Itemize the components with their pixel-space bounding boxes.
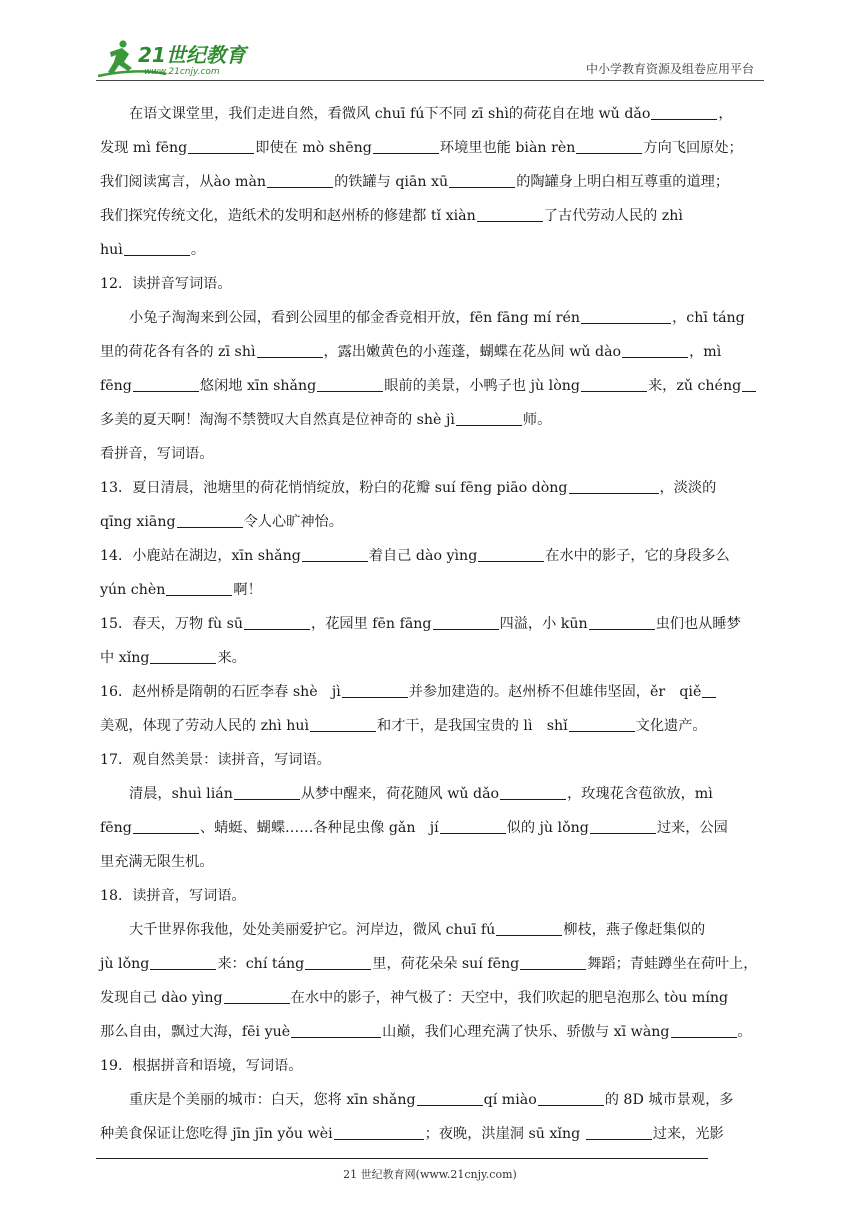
line-text: 来。 <box>217 650 246 666</box>
answer-blank[interactable] <box>310 717 376 732</box>
line-text: 的铁罐与 qiān xū <box>334 174 449 190</box>
line-text: 。 <box>190 242 206 258</box>
answer-blank[interactable] <box>124 241 190 256</box>
line-text: 方向飞回原处； <box>643 140 743 156</box>
text-line <box>100 1049 764 1083</box>
answer-blank[interactable] <box>150 955 216 970</box>
line-text: 我们探究传统文化，造纸术的发明和赵州桥的修建都 tǐ xiàn <box>100 208 476 224</box>
line-text: fēng <box>100 820 132 836</box>
line-text: 的 8D 城市景观，多 <box>604 1092 734 1108</box>
line-text: 眼前的美景，小鸭子也 jù lòng <box>384 378 580 394</box>
answer-blank[interactable] <box>440 819 506 834</box>
logo-text: 21世纪教育 <box>138 43 246 67</box>
answer-blank[interactable] <box>496 921 562 936</box>
text-line <box>100 437 764 471</box>
text-line <box>100 335 764 369</box>
answer-blank[interactable] <box>334 1125 424 1140</box>
line-text: 种美食保证让您吃得 jīn jīn yǒu wèi <box>100 1126 333 1142</box>
line-text: 啊！ <box>233 582 262 598</box>
line-text: 里充满无限生机。 <box>100 854 214 870</box>
line-text: 清晨，shuì lián <box>129 786 233 802</box>
line-text: 发现 mì fēng <box>100 140 188 156</box>
line-text: qí miào <box>483 1092 537 1108</box>
line-text: 19．根据拼音和语境，写词语。 <box>100 1058 303 1074</box>
line-text: qīng xiāng <box>100 514 176 530</box>
line-text: 过来，光影 <box>652 1126 724 1142</box>
line-text: 并参加建造的。赵州桥不但雄伟坚固，ěr qiě <box>408 684 702 700</box>
answer-blank[interactable] <box>581 377 647 392</box>
line-text: ，玫瑰花含苞欲放，mì <box>567 786 713 802</box>
text-line <box>100 879 764 913</box>
text-line <box>100 1083 764 1117</box>
line-text: ，mì <box>689 344 722 360</box>
line-text: yún chèn <box>100 582 166 598</box>
answer-blank[interactable] <box>267 173 333 188</box>
line-text: 大千世界你我他，处处美丽爱护它。河岸边，微风 chuī fú <box>129 922 496 938</box>
text-line <box>100 675 764 709</box>
answer-blank[interactable] <box>589 615 655 630</box>
line-text: 17．观自然美景：读拼音，写词语。 <box>100 752 331 768</box>
line-text: jù lǒng <box>100 956 150 972</box>
site-logo <box>96 38 266 80</box>
answer-blank[interactable] <box>586 1125 652 1140</box>
line-text: 那么自由，飘过大海，fēi yuè <box>100 1024 291 1040</box>
answer-blank[interactable] <box>651 105 717 120</box>
answer-blank[interactable] <box>477 207 543 222</box>
answer-blank[interactable] <box>569 717 635 732</box>
answer-blank[interactable] <box>177 513 243 528</box>
line-text: ，露出嫩黄色的小莲蓬，蝴蝶在花丛间 wǔ dào <box>323 344 622 360</box>
answer-blank[interactable] <box>569 479 659 494</box>
answer-blank[interactable] <box>456 411 522 426</box>
line-text: 在语文课堂里，我们走进自然，看微风 chuī fú下不同 zī shì的荷花自在地 wǔ dǎo <box>129 106 651 122</box>
line-text: 13．夏日清晨，池塘里的荷花悄悄绽放，粉白的花瓣 suí fēng piāo dòng <box>100 480 568 496</box>
header-platform-text: 中小学教育资源及组卷应用平台 <box>585 62 754 76</box>
text-line <box>100 505 764 539</box>
line-text: 中 xǐng <box>100 650 150 666</box>
text-line <box>100 471 764 505</box>
footer-text: 21 世纪教育网(www.21cnjy.com) <box>343 1168 517 1181</box>
line-text: 在水中的影子，神气极了：天空中，我们吹起的肥皂泡那么 tòu míng <box>290 990 729 1006</box>
answer-blank[interactable] <box>500 785 566 800</box>
text-line <box>100 165 764 199</box>
line-text: 即使在 mò shēng <box>255 140 372 156</box>
answer-blank[interactable] <box>520 955 586 970</box>
answer-blank[interactable] <box>742 377 756 392</box>
text-line <box>100 1015 764 1049</box>
line-text: 四溢，小 kūn <box>499 616 588 632</box>
logo-url: www.21cnjy.com <box>144 67 220 77</box>
line-text: 过来，公园 <box>656 820 728 836</box>
line-text: 令人心旷神怡。 <box>243 514 343 530</box>
text-line <box>100 233 764 267</box>
line-text: 16．赵州桥是隋朝的石匠李春 shè jì <box>100 684 341 700</box>
text-line <box>100 267 764 301</box>
exercise-content <box>100 97 764 1151</box>
line-text: 看拼音，写词语。 <box>100 446 214 462</box>
text-line <box>100 369 764 403</box>
answer-blank[interactable] <box>133 377 199 392</box>
line-text: 来，zǔ chéng <box>647 378 742 394</box>
line-text: 小兔子淘淘来到公园，看到公园里的郁金香竞相开放，fēn fāng mí rén <box>129 310 581 326</box>
line-text: fēng <box>100 378 132 394</box>
text-line <box>100 573 764 607</box>
answer-blank[interactable] <box>150 649 216 664</box>
text-line <box>100 641 764 675</box>
text-line <box>100 199 764 233</box>
answer-blank[interactable] <box>317 377 383 392</box>
line-text: 的陶罐身上明白相互尊重的道理； <box>516 174 730 190</box>
answer-blank[interactable] <box>224 989 290 1004</box>
line-text: 在水中的影子，它的身段多么 <box>545 548 730 564</box>
text-line <box>100 301 764 335</box>
answer-blank[interactable] <box>234 785 300 800</box>
line-text: 来：chí táng <box>217 956 305 972</box>
line-text: 舞蹈；青蛙蹲坐在荷叶上， <box>587 956 758 972</box>
text-line <box>100 913 764 947</box>
line-text: 似的 jù lǒng <box>506 820 589 836</box>
answer-blank[interactable] <box>291 1023 381 1038</box>
line-text: 和才干，是我国宝贵的 lì shǐ <box>377 718 568 734</box>
line-text: 18．读拼音，写词语。 <box>100 888 246 904</box>
line-text: 我们阅读寓言，从ào màn <box>100 174 267 190</box>
line-text: 发现自己 dào yìng <box>100 990 223 1006</box>
text-line <box>100 811 764 845</box>
line-text: 柳枝，燕子像赶集似的 <box>563 922 706 938</box>
line-text: 着自己 dào yìng <box>368 548 478 564</box>
answer-blank[interactable] <box>702 683 716 698</box>
text-line <box>100 709 764 743</box>
line-text: 文化遗产。 <box>635 718 707 734</box>
text-line <box>100 97 764 131</box>
text-line <box>100 607 764 641</box>
line-text: 悠闲地 xīn shǎng <box>199 378 317 394</box>
line-text: 环境里也能 biàn rèn <box>439 140 576 156</box>
text-line <box>100 845 764 879</box>
answer-blank[interactable] <box>581 309 671 324</box>
answer-blank[interactable] <box>257 343 323 358</box>
answer-blank[interactable] <box>433 615 499 630</box>
line-text: 美观，体现了劳动人民的 zhì huì <box>100 718 310 734</box>
answer-blank[interactable] <box>342 683 408 698</box>
answer-blank[interactable] <box>478 547 544 562</box>
answer-blank[interactable] <box>244 615 310 630</box>
answer-blank[interactable] <box>671 1023 737 1038</box>
text-line <box>100 403 764 437</box>
answer-blank[interactable] <box>590 819 656 834</box>
answer-blank[interactable] <box>622 343 688 358</box>
text-line <box>100 743 764 777</box>
text-line <box>100 539 764 573</box>
line-text: 了古代劳动人民的 zhì <box>543 208 683 224</box>
line-text: 、蜻蜓、蝴蝶……各种昆虫像 gǎn jí <box>199 820 439 836</box>
answer-blank[interactable] <box>305 955 371 970</box>
line-text: ；夜晚，洪崖洞 sū xǐng <box>424 1126 585 1142</box>
answer-blank[interactable] <box>538 1091 604 1106</box>
line-text: 里，荷花朵朵 suí fēng <box>372 956 520 972</box>
line-text: 多美的夏天啊！淘淘不禁赞叹大自然真是位神奇的 shè jì <box>100 412 455 428</box>
line-text: 。 <box>737 1024 752 1040</box>
answer-blank[interactable] <box>133 819 199 834</box>
header-divider <box>96 80 764 81</box>
line-text: 重庆是个美丽的城市：白天，您将 xīn shǎng <box>129 1092 416 1108</box>
answer-blank[interactable] <box>576 139 642 154</box>
line-text: huì <box>100 242 123 258</box>
line-text: 山巅，我们心理充满了快乐、骄傲与 xī wàng <box>382 1024 670 1040</box>
answer-blank[interactable] <box>449 173 515 188</box>
line-text: 里的荷花各有各的 zī shì <box>100 344 256 360</box>
text-line <box>100 1117 764 1151</box>
line-text: 从梦中醒来，荷花随风 wǔ dǎo <box>300 786 500 802</box>
line-text: 虫们也从睡梦 <box>655 616 741 632</box>
footer-divider <box>96 1158 708 1159</box>
text-line <box>100 947 764 981</box>
line-text: 14．小鹿站在湖边，xīn shǎng <box>100 548 301 564</box>
line-text: ， <box>718 106 733 122</box>
line-text: ，chī táng <box>672 310 745 326</box>
line-text: 师。 <box>522 412 552 428</box>
answer-blank[interactable] <box>166 581 232 596</box>
answer-blank[interactable] <box>373 139 439 154</box>
answer-blank[interactable] <box>188 139 254 154</box>
line-text: 15．春天，万物 fù sū <box>100 616 244 632</box>
text-line <box>100 981 764 1015</box>
line-text: 12．读拼音写词语。 <box>100 276 232 292</box>
text-line <box>100 777 764 811</box>
line-text: ，淡淡的 <box>659 480 717 496</box>
line-text: ，花园里 fēn fāng <box>311 616 432 632</box>
answer-blank[interactable] <box>302 547 368 562</box>
text-line <box>100 131 764 165</box>
answer-blank[interactable] <box>417 1091 483 1106</box>
